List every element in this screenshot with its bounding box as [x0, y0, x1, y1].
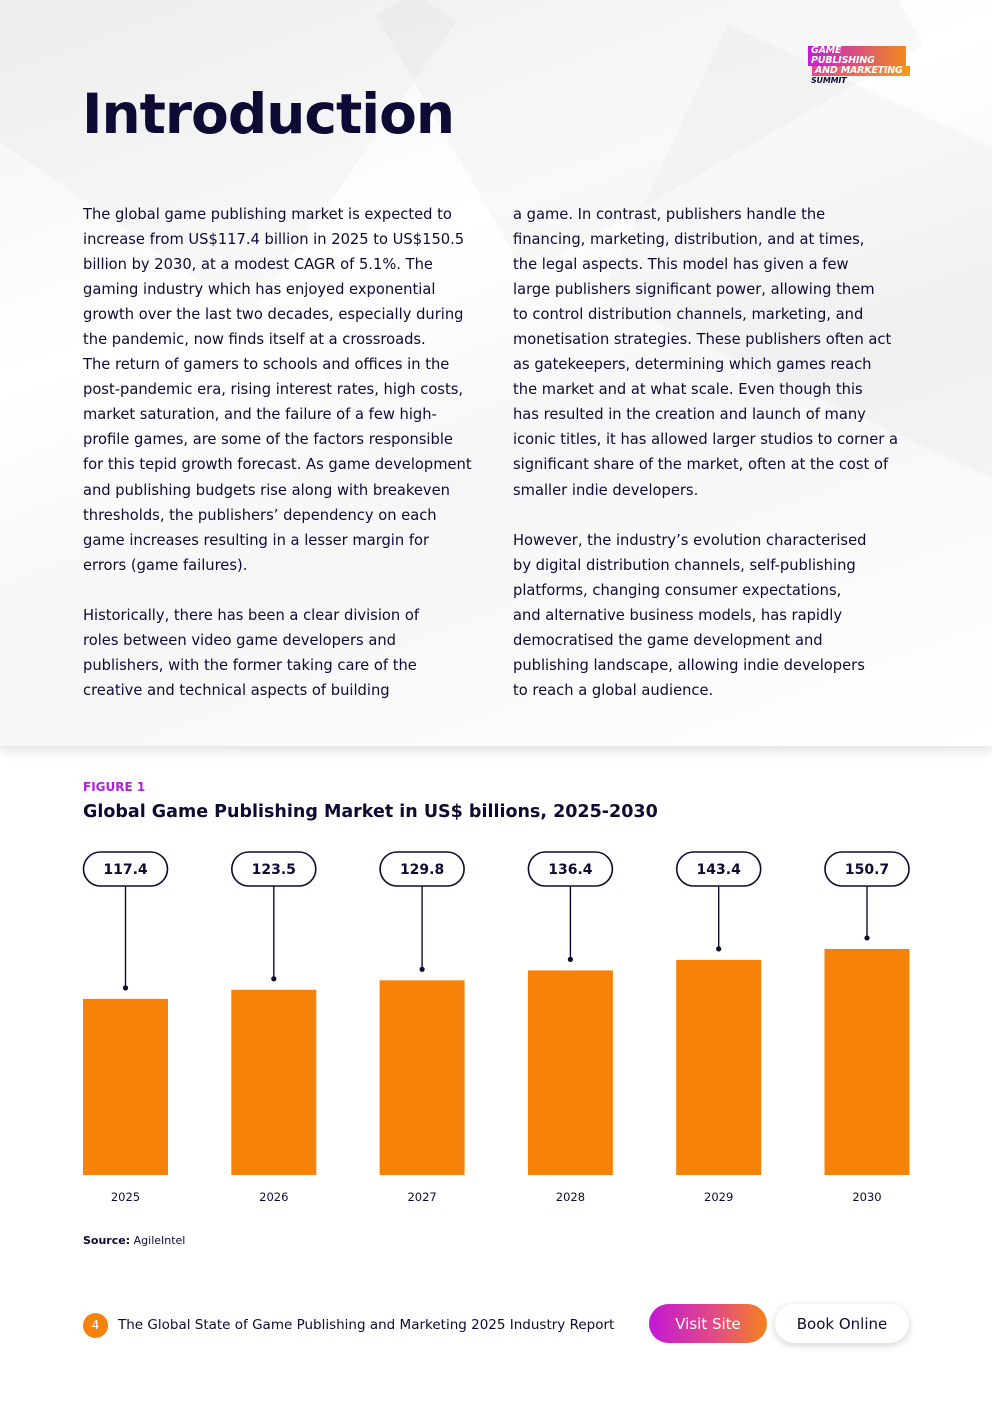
paragraph: However, the industry’s evolution characterised by digital distribution channels, self-publishing platforms, changing consumer expectations, and alternative business models, has rapidly democratised the game development and publishing landscape, allowing indie developers to reach a global audience.: [513, 531, 867, 699]
data-label: 129.8: [399, 862, 445, 878]
figure-label: FIGURE 1: [83, 780, 146, 794]
connector-dot: [568, 957, 573, 962]
x-tick-label: 2029: [704, 1190, 734, 1204]
right-text-column: [513, 202, 913, 728]
report-title: The Global State of Game Publishing and Marketing 2025 Industry Report: [118, 1317, 615, 1333]
paragraph: The global game publishing market is expected to increase from US$117.4 billion in 2025 to US$150.5 billion by 2030, at a modest CAGR of 5.1%. The gaming industry which has enjoyed exponential growth over the last two decades, especially during the pandemic, now finds itself at a crossroads. The return of gamers to schools and offices in the post-pandemic era, rising interest rates, high costs, market saturation, and the failure of a few high- profile games, are some of the factors responsible for this tepid growth forecast. As game development and publishing budgets rise along with breakeven thresholds, the publishers’ dependency on each game increases resulting in a lesser margin for errors (game failures).: [83, 206, 472, 574]
bar: [676, 960, 761, 1175]
connector-dot: [271, 976, 276, 981]
x-tick-label: 2028: [555, 1190, 586, 1204]
paragraph: a game. In contrast, publishers handle the financing, marketing, distribution, and at times, the legal aspects. This model has given a few large publishers significant power, allowing them to control distribution channels, marketing, and monetisation strategies. These publishers often act as gatekeepers, determining which games reach the market and at what scale. Even though this has resulted in the creation and launch of many iconic titles, it has allowed larger studios to corner a significant share of the market, often at the cost of smaller indie developers.: [513, 206, 898, 499]
source-label: Source:: [83, 1234, 131, 1247]
logo-line-2: AND MARKETING: [812, 66, 910, 76]
data-label: 150.7: [844, 862, 890, 878]
connector-dot: [420, 967, 425, 972]
x-tick-label: 2027: [407, 1190, 437, 1204]
connector-dot: [123, 985, 128, 990]
x-tick-label: 2025: [110, 1190, 141, 1204]
paragraph: Historically, there has been a clear division of roles between video game developers and publishers, with the former taking care of the creative and technical aspects of building: [83, 606, 420, 699]
book-online-button[interactable]: Book Online: [775, 1304, 909, 1343]
figure-title: Global Game Publishing Market in US$ billions, 2025-2030: [83, 802, 658, 822]
data-label: 117.4: [103, 862, 148, 878]
data-label: 143.4: [696, 862, 741, 878]
page-title: Introduction: [82, 82, 455, 146]
bar-chart: [0, 840, 992, 1220]
x-tick-label: 2026: [259, 1190, 289, 1204]
bar: [528, 970, 613, 1175]
bar: [83, 999, 168, 1175]
logo-line-1: GAME PUBLISHING: [808, 46, 906, 66]
bar: [380, 980, 465, 1175]
connector-dot: [716, 946, 721, 951]
page-number: 4: [83, 1313, 108, 1338]
data-label: 136.4: [548, 862, 593, 878]
connector-dot: [864, 935, 869, 940]
logo-line-3: SUMMIT: [811, 76, 847, 85]
left-text-column: [83, 202, 483, 728]
bar: [231, 990, 316, 1175]
bar: [825, 949, 910, 1175]
data-label: 123.5: [251, 862, 296, 878]
summit-logo: [808, 45, 910, 85]
x-tick-label: 2030: [852, 1190, 882, 1204]
visit-site-button[interactable]: Visit Site: [649, 1304, 767, 1343]
source-value: AgileIntel: [133, 1234, 186, 1247]
source-note: [83, 1234, 185, 1247]
